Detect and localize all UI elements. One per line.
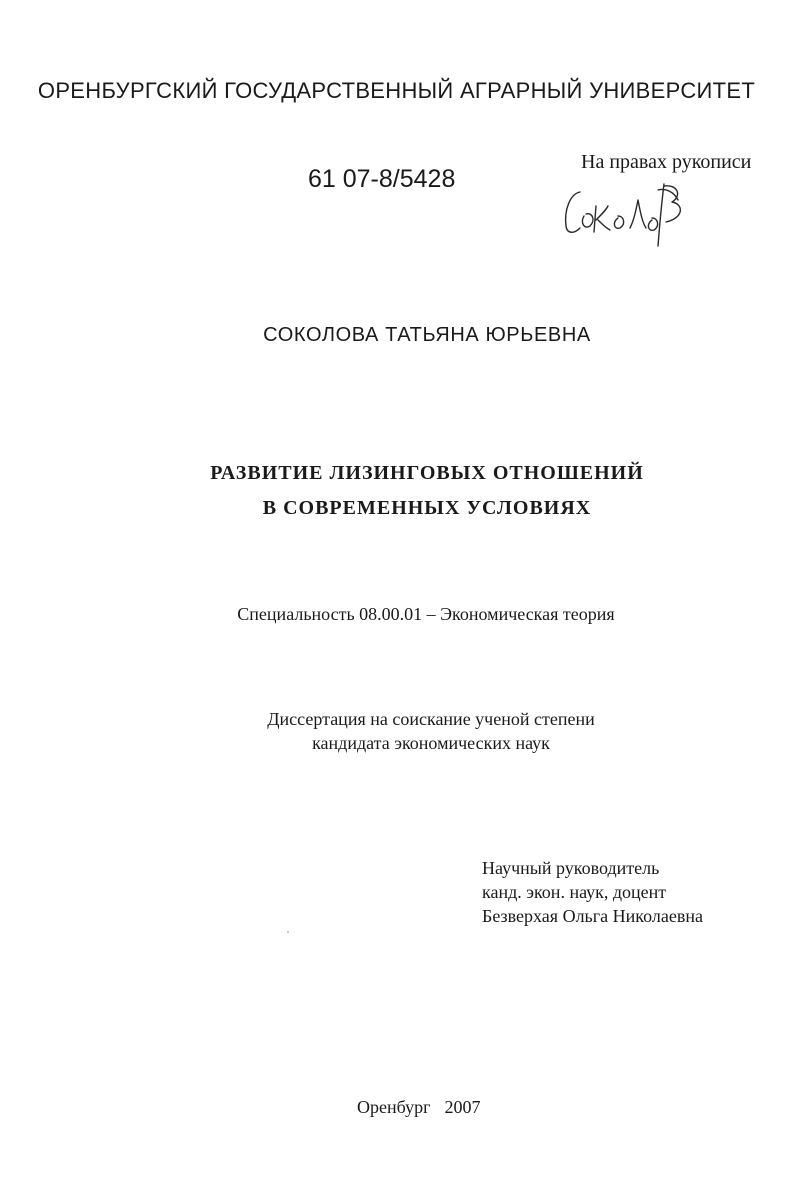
degree-line: кандидата экономических наук bbox=[312, 733, 550, 753]
university-name: ОРЕНБУРГСКИЙ ГОСУДАРСТВЕННЫЙ АГРАРНЫЙ УНИВЕРСИТЕТ bbox=[37, 78, 756, 103]
dissertation-title-line: В СОВРЕМЕННЫХ УСЛОВИЯХ bbox=[262, 497, 592, 519]
signature-icon bbox=[558, 170, 698, 250]
manuscript-rights-note: На правах рукописи bbox=[581, 151, 752, 173]
degree-line: Диссертация на соискание ученой степени bbox=[267, 709, 595, 729]
advisor-line: Безверхая Ольга Николаевна bbox=[482, 906, 703, 926]
author-name: СОКОЛОВА ТАТЬЯНА ЮРЬЕВНА bbox=[263, 324, 591, 346]
advisor-line: Научный руководитель bbox=[482, 858, 660, 878]
catalog-number: 61 07-8/5428 bbox=[308, 165, 456, 193]
place-and-year bbox=[357, 1097, 480, 1118]
advisor-line: канд. экон. наук, доцент bbox=[482, 882, 667, 902]
year: 2007 bbox=[444, 1097, 481, 1117]
scan-artifact bbox=[287, 931, 289, 933]
specialty: Специальность 08.00.01 – Экономическая теория bbox=[237, 604, 615, 624]
city: Оренбург bbox=[357, 1097, 431, 1117]
dissertation-title-line: РАЗВИТИЕ ЛИЗИНГОВЫХ ОТНОШЕНИЙ bbox=[210, 462, 644, 484]
